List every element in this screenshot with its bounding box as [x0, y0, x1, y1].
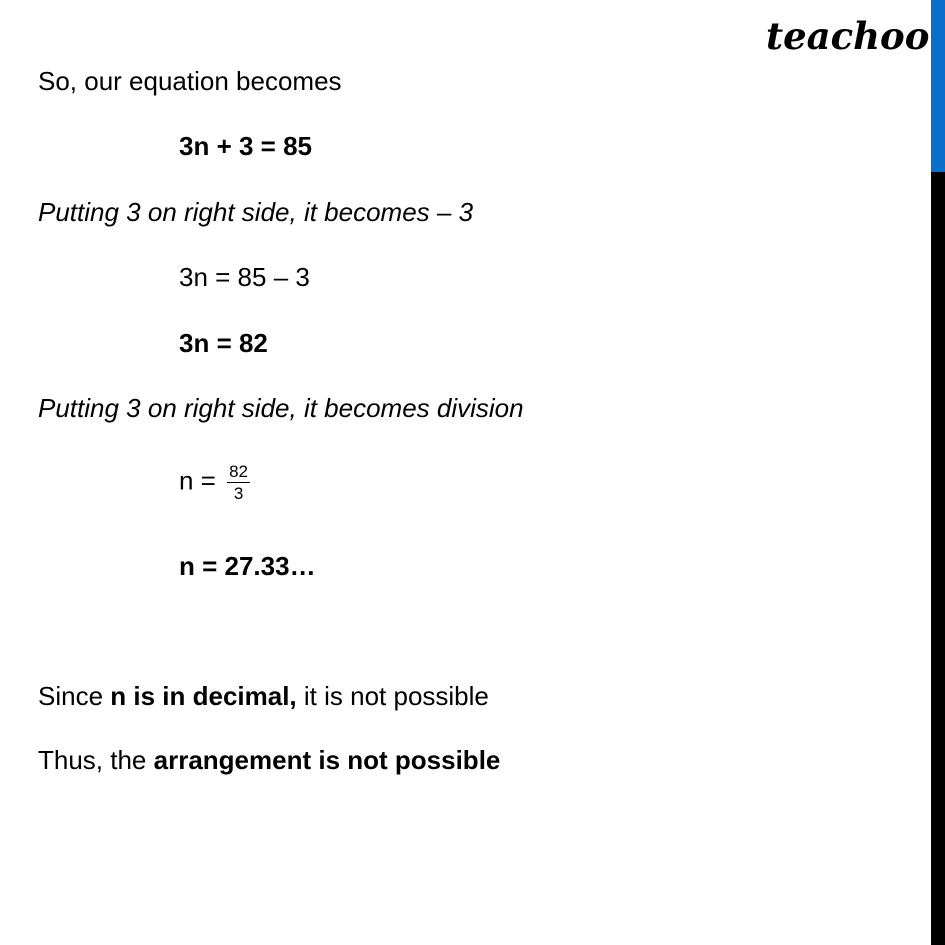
equation-4: [179, 462, 250, 503]
equation-2: 3n = 85 – 3: [179, 262, 310, 292]
side-accent-bar-blue: [931, 0, 945, 172]
intro-text: So, our equation becomes: [38, 66, 342, 96]
equation-5: n = 27.33…: [179, 551, 316, 581]
since-text-a: Since: [38, 681, 111, 711]
since-statement: [38, 681, 489, 711]
fraction-denominator: 3: [233, 484, 244, 503]
fraction: [227, 462, 250, 503]
note-subtract: Putting 3 on right side, it becomes – 3: [38, 197, 474, 227]
conclusion-statement: [38, 745, 500, 775]
since-text-bold: n is in decimal,: [110, 681, 297, 711]
teachoo-logo: teachoo: [766, 14, 930, 58]
since-text-c: it is not possible: [296, 681, 489, 711]
fraction-numerator: 82: [229, 462, 249, 481]
thus-text-bold: arrangement is not possible: [153, 745, 501, 775]
note-divide: Putting 3 on right side, it becomes division: [38, 393, 524, 423]
side-accent-bar-black: [931, 172, 945, 945]
equation-4-prefix: n =: [179, 465, 224, 496]
thus-text-a: Thus, the: [38, 745, 154, 775]
equation-1: 3n + 3 = 85: [179, 131, 312, 161]
equation-3: 3n = 82: [179, 328, 268, 358]
